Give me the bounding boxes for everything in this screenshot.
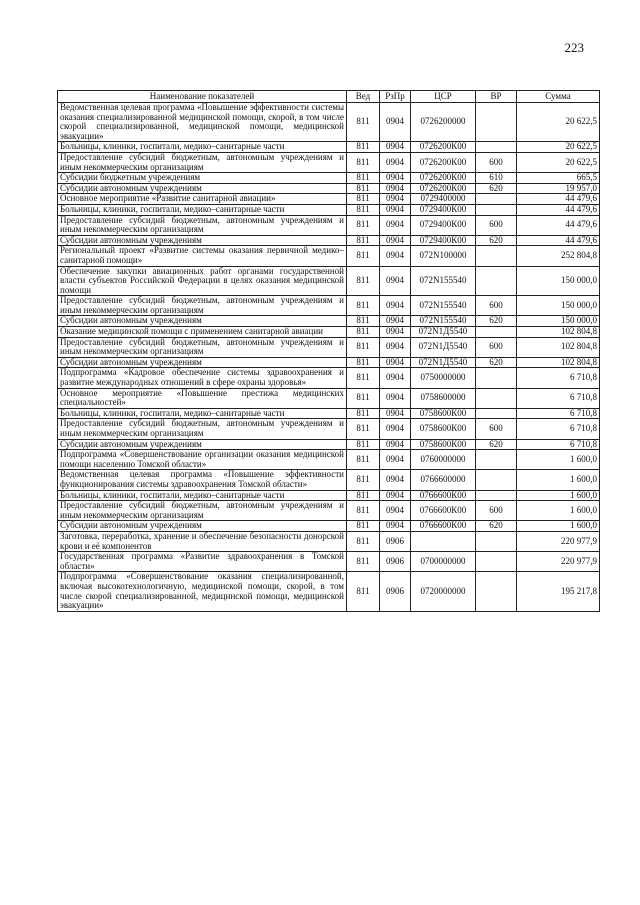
row-vr xyxy=(476,246,517,266)
row-csr: 0726200К00 xyxy=(411,183,476,194)
row-name: Региональный проект «Развитие системы оказания первичной медико–санитарной помощи» xyxy=(58,246,347,266)
row-name: Предоставление субсидий бюджетным, автономным учреждениям и иным некоммерческим организациям xyxy=(58,296,347,316)
row-rzpr: 0904 xyxy=(380,235,411,246)
header-ved: Вед xyxy=(347,91,380,103)
row-name: Подпрограмма «Кадровое обеспечение системы здравоохранения и развитие международных отношений в сфере охраны здоровья» xyxy=(58,368,347,388)
row-ved: 811 xyxy=(347,235,380,246)
row-vr xyxy=(476,531,517,551)
row-sum: 1 600,0 xyxy=(517,490,600,501)
table-row xyxy=(58,552,600,572)
row-csr: 0766600К00 xyxy=(411,521,476,532)
row-name: Подпрограмма «Совершенствование организации оказания медицинской помощи населению Томской области» xyxy=(58,450,347,470)
row-name: Больницы, клиники, госпитали, медико–санитарные части xyxy=(58,142,347,153)
row-ved: 811 xyxy=(347,316,380,327)
row-rzpr: 0904 xyxy=(380,388,411,408)
row-ved: 811 xyxy=(347,501,380,521)
row-vr xyxy=(476,408,517,419)
row-ved: 811 xyxy=(347,327,380,338)
row-rzpr: 0904 xyxy=(380,103,411,142)
row-rzpr: 0904 xyxy=(380,521,411,532)
table-row xyxy=(58,450,600,470)
row-ved: 811 xyxy=(347,388,380,408)
row-sum: 44 479,6 xyxy=(517,204,600,215)
row-csr: 0700000000 xyxy=(411,552,476,572)
row-rzpr: 0904 xyxy=(380,215,411,235)
row-vr xyxy=(476,490,517,501)
row-vr: 600 xyxy=(476,296,517,316)
row-ved: 811 xyxy=(347,266,380,296)
row-vr xyxy=(476,142,517,153)
table-row xyxy=(58,204,600,215)
row-name: Субсидии автономным учреждениям xyxy=(58,316,347,327)
table-body xyxy=(58,103,600,612)
row-ved: 811 xyxy=(347,490,380,501)
budget-table xyxy=(57,90,600,612)
table-row xyxy=(58,388,600,408)
row-sum: 6 710,8 xyxy=(517,408,600,419)
row-sum: 102 804,8 xyxy=(517,327,600,338)
row-rzpr: 0904 xyxy=(380,450,411,470)
row-rzpr: 0904 xyxy=(380,490,411,501)
row-name: Ведомственная целевая программа «Повышение эффективности системы оказания специализированной медицинской помощи, скорой, в том числе скорой специализированной, медицинской помощи, медицинской эвакуации» xyxy=(58,103,347,142)
row-rzpr: 0904 xyxy=(380,246,411,266)
row-vr xyxy=(476,103,517,142)
row-sum: 220 977,9 xyxy=(517,531,600,551)
table-row xyxy=(58,368,600,388)
table-row xyxy=(58,316,600,327)
row-vr xyxy=(476,368,517,388)
row-vr: 620 xyxy=(476,235,517,246)
row-csr xyxy=(411,531,476,551)
row-vr xyxy=(476,572,517,611)
row-csr: 072N1Д5540 xyxy=(411,337,476,357)
row-sum: 150 000,0 xyxy=(517,296,600,316)
row-csr: 0729400К00 xyxy=(411,204,476,215)
table-row xyxy=(58,266,600,296)
row-csr: 0760000000 xyxy=(411,450,476,470)
row-name: Заготовка, переработка, хранение и обеспечение безопасности донорской крови и её компонентов xyxy=(58,531,347,551)
row-csr: 0766600000 xyxy=(411,470,476,490)
row-ved: 811 xyxy=(347,552,380,572)
table-row xyxy=(58,439,600,450)
row-rzpr: 0904 xyxy=(380,419,411,439)
row-sum: 102 804,8 xyxy=(517,357,600,368)
header-rzpr: РзПр xyxy=(380,91,411,103)
row-name: Предоставление субсидий бюджетным, автономным учреждениям и иным некоммерческим организациям xyxy=(58,337,347,357)
row-csr: 0720000000 xyxy=(411,572,476,611)
row-csr: 0726200К00 xyxy=(411,152,476,172)
table-row xyxy=(58,152,600,172)
row-csr: 0758600К00 xyxy=(411,439,476,450)
row-ved: 811 xyxy=(347,296,380,316)
row-csr: 072N100000 xyxy=(411,246,476,266)
table-row xyxy=(58,521,600,532)
row-vr xyxy=(476,552,517,572)
row-ved: 811 xyxy=(347,194,380,205)
row-sum: 1 600,0 xyxy=(517,501,600,521)
table-row xyxy=(58,194,600,205)
row-sum: 20 622,5 xyxy=(517,152,600,172)
row-vr: 620 xyxy=(476,183,517,194)
row-sum: 1 600,0 xyxy=(517,521,600,532)
row-sum: 44 479,6 xyxy=(517,194,600,205)
row-ved: 811 xyxy=(347,357,380,368)
row-vr: 600 xyxy=(476,501,517,521)
table-row xyxy=(58,337,600,357)
header-vr: ВР xyxy=(476,91,517,103)
row-name: Субсидии автономным учреждениям xyxy=(58,439,347,450)
row-sum: 6 710,8 xyxy=(517,419,600,439)
row-name: Предоставление субсидий бюджетным, автономным учреждениям и иным некоммерческим организациям xyxy=(58,152,347,172)
table-row xyxy=(58,572,600,611)
row-name: Субсидии автономным учреждениям xyxy=(58,183,347,194)
table-row xyxy=(58,235,600,246)
row-csr: 072N155540 xyxy=(411,296,476,316)
row-name: Подпрограмма «Совершенствование оказания специализированной, включая высокотехнологичную, медицинской помощи, скорой, в том числе скорой специализированной, медицинской помощи, медицинской эвакуации» xyxy=(58,572,347,611)
row-name: Больницы, клиники, госпитали, медико–санитарные части xyxy=(58,490,347,501)
row-ved: 811 xyxy=(347,215,380,235)
row-sum: 20 622,5 xyxy=(517,103,600,142)
row-ved: 811 xyxy=(347,142,380,153)
row-vr xyxy=(476,470,517,490)
row-rzpr: 0904 xyxy=(380,470,411,490)
row-vr xyxy=(476,388,517,408)
row-rzpr: 0904 xyxy=(380,142,411,153)
row-rzpr: 0906 xyxy=(380,531,411,551)
row-name: Субсидии автономным учреждениям xyxy=(58,521,347,532)
row-rzpr: 0904 xyxy=(380,439,411,450)
row-ved: 811 xyxy=(347,572,380,611)
row-ved: 811 xyxy=(347,531,380,551)
table-row xyxy=(58,215,600,235)
row-vr xyxy=(476,194,517,205)
row-name: Субсидии автономным учреждениям xyxy=(58,357,347,368)
row-sum: 20 622,5 xyxy=(517,142,600,153)
row-name: Больницы, клиники, госпитали, медико–санитарные части xyxy=(58,408,347,419)
row-rzpr: 0904 xyxy=(380,296,411,316)
row-name: Больницы, клиники, госпитали, медико–санитарные части xyxy=(58,204,347,215)
row-sum: 220 977,9 xyxy=(517,552,600,572)
row-csr: 0758600К00 xyxy=(411,408,476,419)
row-csr: 0766600К00 xyxy=(411,501,476,521)
row-rzpr: 0904 xyxy=(380,408,411,419)
table-row xyxy=(58,296,600,316)
row-name: Основное мероприятие «Повышение престижа медицинских специальностей» xyxy=(58,388,347,408)
row-name: Субсидии автономным учреждениям xyxy=(58,235,347,246)
row-vr xyxy=(476,450,517,470)
row-csr: 072N1Д5540 xyxy=(411,357,476,368)
row-rzpr: 0906 xyxy=(380,572,411,611)
row-vr: 600 xyxy=(476,152,517,172)
row-sum: 19 957,0 xyxy=(517,183,600,194)
row-csr: 0729400К00 xyxy=(411,235,476,246)
header-name: Наименование показателей xyxy=(58,91,347,103)
table-row xyxy=(58,501,600,521)
row-csr: 0726200000 xyxy=(411,103,476,142)
row-sum: 44 479,6 xyxy=(517,235,600,246)
row-csr: 0766600К00 xyxy=(411,490,476,501)
table-row xyxy=(58,419,600,439)
row-csr: 0726200К00 xyxy=(411,173,476,184)
row-rzpr: 0904 xyxy=(380,204,411,215)
row-rzpr: 0904 xyxy=(380,337,411,357)
row-ved: 811 xyxy=(347,183,380,194)
page-number: 223 xyxy=(564,40,584,55)
row-ved: 811 xyxy=(347,450,380,470)
row-sum: 665,5 xyxy=(517,173,600,184)
table-header-row xyxy=(58,91,600,103)
row-rzpr: 0904 xyxy=(380,357,411,368)
row-csr: 0729400К00 xyxy=(411,215,476,235)
row-ved: 811 xyxy=(347,368,380,388)
row-ved: 811 xyxy=(347,152,380,172)
row-sum: 102 804,8 xyxy=(517,337,600,357)
row-sum: 252 804,8 xyxy=(517,246,600,266)
row-sum: 1 600,0 xyxy=(517,450,600,470)
row-csr: 0758600К00 xyxy=(411,419,476,439)
row-csr: 0758600000 xyxy=(411,388,476,408)
row-rzpr: 0904 xyxy=(380,183,411,194)
row-ved: 811 xyxy=(347,204,380,215)
row-sum: 6 710,8 xyxy=(517,388,600,408)
row-vr: 620 xyxy=(476,316,517,327)
table-row xyxy=(58,246,600,266)
table-row xyxy=(58,470,600,490)
row-name: Основное мероприятие «Развитие санитарной авиации» xyxy=(58,194,347,205)
row-csr: 0729400000 xyxy=(411,194,476,205)
row-rzpr: 0906 xyxy=(380,552,411,572)
row-sum: 1 600,0 xyxy=(517,470,600,490)
table-row xyxy=(58,173,600,184)
table-row xyxy=(58,183,600,194)
row-csr: 072N155540 xyxy=(411,316,476,327)
row-ved: 811 xyxy=(347,521,380,532)
row-name: Предоставление субсидий бюджетным, автономным учреждениям и иным некоммерческим организациям xyxy=(58,419,347,439)
row-ved: 811 xyxy=(347,173,380,184)
header-csr: ЦСР xyxy=(411,91,476,103)
header-sum: Сумма xyxy=(517,91,600,103)
row-sum: 195 217,8 xyxy=(517,572,600,611)
row-rzpr: 0904 xyxy=(380,152,411,172)
row-sum: 6 710,8 xyxy=(517,368,600,388)
row-vr: 600 xyxy=(476,215,517,235)
row-csr: 072N155540 xyxy=(411,266,476,296)
row-vr: 620 xyxy=(476,357,517,368)
row-rzpr: 0904 xyxy=(380,501,411,521)
row-csr: 072N1Д5540 xyxy=(411,327,476,338)
row-rzpr: 0904 xyxy=(380,327,411,338)
row-vr: 610 xyxy=(476,173,517,184)
row-ved: 811 xyxy=(347,439,380,450)
row-name: Государственная программа «Развитие здравоохранения в Томской области» xyxy=(58,552,347,572)
table-row xyxy=(58,103,600,142)
row-sum: 150 000,0 xyxy=(517,316,600,327)
row-ved: 811 xyxy=(347,419,380,439)
row-vr: 600 xyxy=(476,337,517,357)
table-row xyxy=(58,408,600,419)
row-name: Оказание медицинской помощи с применением санитарной авиации xyxy=(58,327,347,338)
row-rzpr: 0904 xyxy=(380,194,411,205)
row-rzpr: 0904 xyxy=(380,173,411,184)
row-name: Предоставление субсидий бюджетным, автономным учреждениям и иным некоммерческим организациям xyxy=(58,215,347,235)
table-row xyxy=(58,357,600,368)
row-name: Предоставление субсидий бюджетным, автономным учреждениям и иным некоммерческим организациям xyxy=(58,501,347,521)
table-row xyxy=(58,327,600,338)
row-name: Субсидии бюджетным учреждениям xyxy=(58,173,347,184)
row-vr: 600 xyxy=(476,419,517,439)
row-csr: 0750000000 xyxy=(411,368,476,388)
row-ved: 811 xyxy=(347,408,380,419)
row-name: Ведомственная целевая программа «Повышение эффективности функционирования системы здравоохранения Томской области» xyxy=(58,470,347,490)
row-vr xyxy=(476,204,517,215)
table-row xyxy=(58,531,600,551)
row-sum: 150 000,0 xyxy=(517,266,600,296)
row-rzpr: 0904 xyxy=(380,368,411,388)
row-vr xyxy=(476,327,517,338)
row-vr: 620 xyxy=(476,439,517,450)
row-vr: 620 xyxy=(476,521,517,532)
table-row xyxy=(58,142,600,153)
row-name: Обеспечение закупки авиационных работ органами государственной власти субъектов Российской Федерации в целях оказания медицинской помощи xyxy=(58,266,347,296)
row-rzpr: 0904 xyxy=(380,316,411,327)
row-ved: 811 xyxy=(347,470,380,490)
row-vr xyxy=(476,266,517,296)
row-ved: 811 xyxy=(347,103,380,142)
row-ved: 811 xyxy=(347,246,380,266)
row-sum: 44 479,6 xyxy=(517,215,600,235)
row-sum: 6 710,8 xyxy=(517,439,600,450)
row-rzpr: 0904 xyxy=(380,266,411,296)
table-row xyxy=(58,490,600,501)
row-ved: 811 xyxy=(347,337,380,357)
row-csr: 0726200К00 xyxy=(411,142,476,153)
